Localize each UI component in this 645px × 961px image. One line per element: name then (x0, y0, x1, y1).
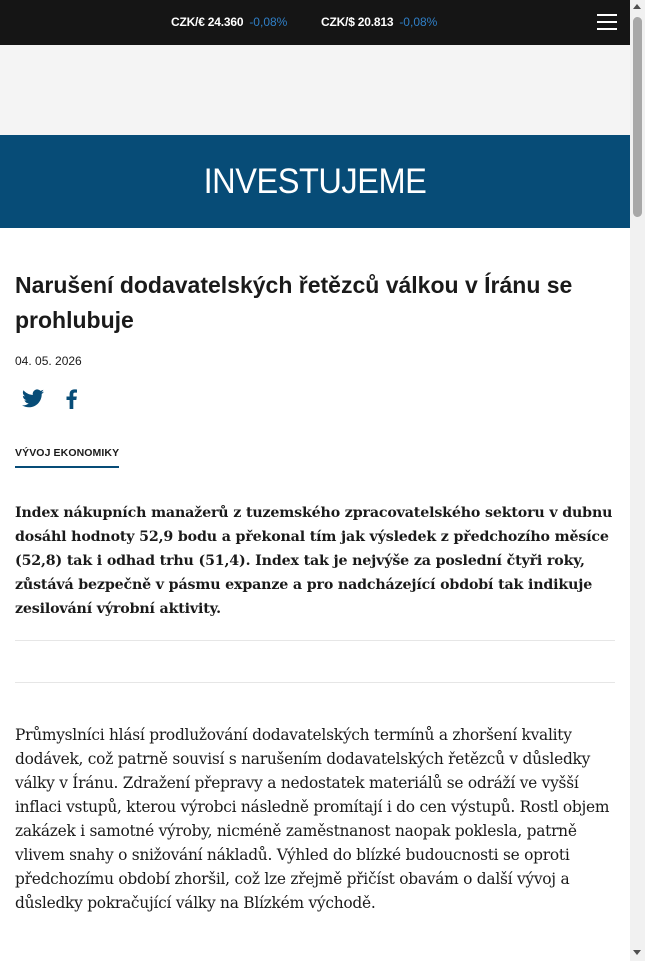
category-link[interactable]: VÝVOJ EKONOMIKY (15, 447, 119, 468)
menu-line (597, 21, 617, 23)
article-title: Narušení dodavatelských řetězců válkou v Íránu se prohlubuje (15, 272, 573, 333)
exchange-rate-usd[interactable] (321, 15, 437, 29)
scroll-up-arrow-icon[interactable] (633, 4, 641, 9)
article-perex: Index nákupních manažerů z tuzemského zpracovatelského sektoru v dubnu dosáhl hodnoty 52,9 bodu a překonal tím jak výsledek z předchozího měsíce (52,8) tak i odhad trhu (51,4). Index tak je nejvýše za poslední čtyři roky, zůstává bezpečně v pásmu expanze a pro nadcházející období tak indikuje zesilování výrobní aktivity. (15, 505, 613, 617)
article-date: 04. 05. 2026 (15, 354, 82, 368)
exchange-rate-change: -0,08% (249, 15, 288, 29)
twitter-icon[interactable] (21, 387, 45, 411)
scrollbar[interactable] (630, 0, 645, 961)
ad-space (0, 45, 630, 135)
divider (15, 682, 615, 683)
menu-line (597, 14, 617, 16)
hamburger-menu-icon[interactable] (597, 13, 617, 31)
scrollbar-thumb[interactable] (633, 17, 642, 217)
scroll-down-arrow-icon[interactable] (633, 950, 641, 955)
facebook-icon[interactable] (60, 387, 84, 411)
article-body: Průmyslníci hlásí prodlužování dodavatelských termínů a zhoršení kvality dodávek, což patrně souvisí s narušením dodavatelských řetězců v důsledky války v Íránu. Zdražení přepravy a nedostatek materiálů se odráží ve vyšší inflaci vstupů, kterou výrobci následně promítají i do cen výstupů. Rostl objem zakázek i samotné výroby, nicméně zaměstnanost naopak poklesla, patrně vlivem snahy o snižování nákladů. Výhled do blízké budoucnosti se oproti předchozímu období zhoršil, což lze zřejmě přičíst obavám o další vývoj a důsledky pokračující války na Blízkém východě. (15, 726, 610, 912)
exchange-rate-label: CZK/$ 20.813 (321, 15, 394, 29)
exchange-rate-label: CZK/€ 24.360 (171, 15, 244, 29)
exchange-rate-change: -0,08% (399, 15, 438, 29)
top-bar (0, 0, 630, 45)
brand-banner (0, 135, 630, 228)
menu-line (597, 28, 617, 30)
divider (15, 640, 615, 641)
site-logo[interactable]: INVESTUJEME (203, 162, 427, 201)
exchange-rate-eur[interactable] (171, 15, 287, 29)
